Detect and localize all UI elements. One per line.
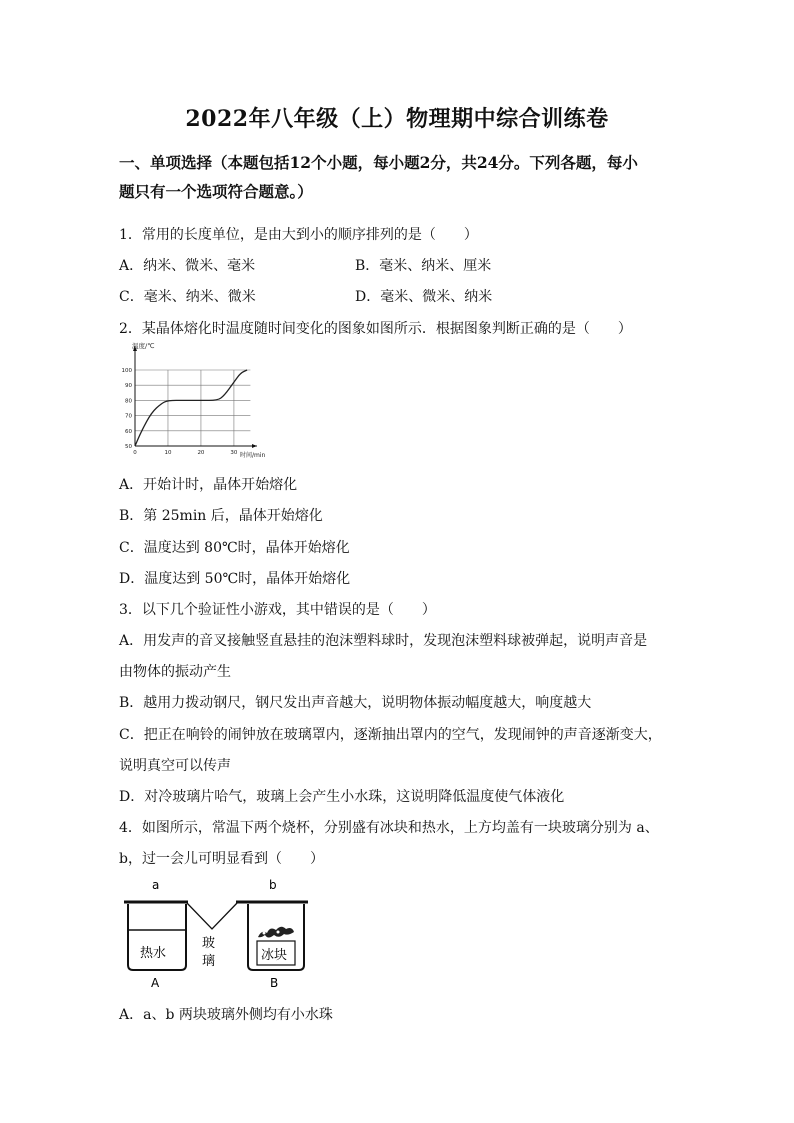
q3-option-c-line2: 说明真空可以传声 [119, 758, 231, 774]
q4-option-a: A．a、b 两块玻璃外侧均有小水珠 [119, 1007, 333, 1023]
y-tick-label: 60 [125, 428, 132, 435]
label-beaker-A: A [151, 976, 160, 990]
x-tick-label: 30 [230, 450, 238, 456]
q1-stem: 1．常用的长度单位，是由大到小的顺序排列的是（ ） [119, 227, 478, 243]
q4-stem-line1: 4．如图所示，常温下两个烧杯，分别盛有冰块和热水，上方均盖有一块玻璃分别为 a、 [119, 820, 659, 836]
x-tick-label: 10 [164, 450, 172, 456]
chart-grid [135, 370, 250, 446]
y-tick-label: 70 [125, 413, 132, 420]
ice-chunks-icon [258, 927, 294, 938]
y-tick-label: 100 [121, 368, 132, 374]
x-tick-label: 20 [197, 450, 205, 456]
q1-option-b: B．毫米、纳米、厘米 [355, 258, 492, 274]
q2-option-b: B．第 25min 后，晶体开始熔化 [119, 508, 323, 524]
ice-label: 冰块 [261, 948, 288, 963]
section-heading-line1: 一、单项选择（本题包括12个小题，每小题2分，共24分。下列各题，每小 [119, 153, 638, 172]
label-beaker-B: B [270, 976, 279, 990]
hot-water-label: 热水 [140, 946, 167, 961]
y-tick-label: 80 [125, 398, 132, 405]
x-axis-arrow [252, 444, 257, 448]
glass-label-1: 玻 [202, 936, 216, 951]
q2-option-d: D．温度达到 50℃时，晶体开始熔化 [119, 571, 351, 587]
q4-stem-line2: b，过一会儿可明显看到（ ） [119, 851, 324, 867]
x-tick-label: 0 [133, 450, 137, 456]
chart-axes [133, 346, 257, 448]
q2-stem: 2．某晶体熔化时温度随时间变化的图象如图所示．根据图象判断正确的是（ ） [119, 321, 632, 337]
q3-option-a-line1: A．用发声的音叉接触竖直悬挂的泡沫塑料球时，发现泡沫塑料球被弹起，说明声音是 [119, 633, 648, 649]
q1-option-c: C．毫米、纳米、微米 [119, 289, 256, 305]
q1-option-d: D．毫米、微米、纳米 [355, 289, 493, 305]
temperature-curve [135, 370, 247, 446]
beakers-figure [118, 875, 318, 993]
q3-stem: 3．以下几个验证性小游戏，其中错误的是（ ） [119, 602, 436, 618]
chart-ticks [122, 368, 238, 456]
y-tick-label: 50 [125, 444, 132, 450]
melting-curve-chart [119, 338, 269, 463]
q3-option-a-line2: 由物体的振动产生 [119, 664, 231, 680]
chart-ylabel: 温度/℃ [132, 342, 155, 350]
chart-xlabel: 时间/min [240, 452, 266, 459]
q3-option-b: B．越用力拨动钢尺，钢尺发出声音越大，说明物体振动幅度越大，响度越大 [119, 695, 592, 711]
label-glass-b: b [269, 878, 277, 892]
q2-option-c: C．温度达到 80℃时，晶体开始熔化 [119, 540, 350, 556]
paper-title: 2022年八年级（上）物理期中综合训练卷 [185, 106, 609, 132]
q2-option-a: A．开始计时，晶体开始熔化 [119, 477, 298, 493]
q3-option-c-line1: C．把正在响铃的闹钟放在玻璃罩内，逐渐抽出罩内的空气，发现闹钟的声音逐渐变大， [119, 727, 662, 743]
section-heading-line2: 题只有一个选项符合题意。） [119, 182, 313, 201]
label-glass-a: a [152, 878, 160, 892]
q1-option-a: A．纳米、微米、毫米 [119, 258, 256, 274]
y-tick-label: 90 [125, 383, 132, 390]
glass-label-2: 璃 [202, 954, 216, 969]
q3-option-d: D．对冷玻璃片哈气，玻璃上会产生小水珠，这说明降低温度使气体液化 [119, 789, 565, 805]
connector-line [186, 902, 238, 929]
